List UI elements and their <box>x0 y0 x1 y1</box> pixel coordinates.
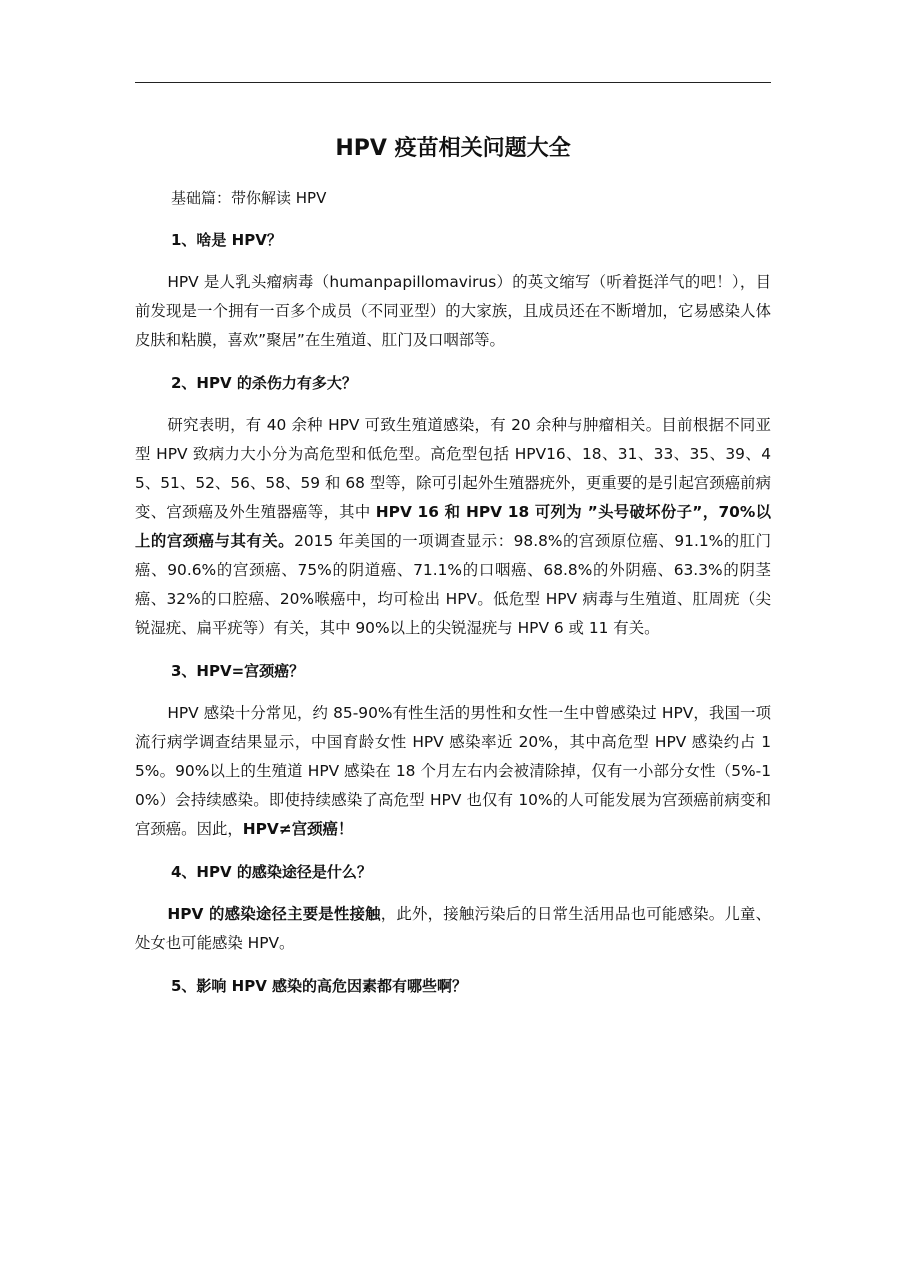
section-paragraph-1 <box>135 268 771 355</box>
paragraph-run-bold: HPV 的感染途径主要是性接触 <box>167 905 381 923</box>
document-title: HPV 疫苗相关问题大全 <box>335 136 571 161</box>
paragraph-run: ，此外，接触污染后的日常生活用品也可能感染。儿童、处女也可能感染 HPV。 <box>135 905 771 952</box>
paragraph-run: HPV 感染十分常见，约 85-90%有性生活的男性和女性一生中曾感染过 HPV，我国一项流行病学调查结果显示，中国育龄女性 HPV 感染率近 20%，其中高危型 HPV 感染约占 15%。90%以上的生殖道 HPV 感染在 18 个月左右内会被清除掉，仅有一小部分女性（5%-10%）会持续感染。即使持续感染了高危型 HPV 也仅有 10%的人可能发展为宫颈癌前病变和宫颈癌。因此， <box>135 704 771 838</box>
section-paragraph-4 <box>135 900 771 958</box>
paragraph-run: 研究表明，有 40 余种 HPV 可致生殖道感染，有 20 余种与肿瘤相关。目前根据不同亚型 HPV 致病力大小分为高危型和低危型。高危型包括 HPV16、18、31、33、35、39、45、51、52、56、58、59 和 68 型等，除可引起外生殖器疣外，更重要的是引起宫颈癌前病变、宫颈癌及外生殖器癌等，其中 <box>135 416 771 521</box>
section-paragraph-3 <box>135 699 771 844</box>
section-heading-4: 4、HPV 的感染途径是什么？ <box>171 863 372 881</box>
paragraph-run: 2015 年美国的一项调查显示：98.8%的宫颈原位癌、91.1%的肛门癌、90.6%的宫颈癌、75%的阴道癌、71.1%的口咽癌、68.8%的外阴癌、63.3%的阴茎癌、32%的口腔癌、20%喉癌中，均可检出 HPV。低危型 HPV 病毒与生殖道、肛周疣（尖锐湿疣、扁平疣等）有关，其中 90%以上的尖锐湿疣与 HPV 6 或 11 有关。 <box>135 532 771 637</box>
document-body <box>135 132 771 1014</box>
section-heading-1: 1、啥是 HPV？ <box>171 231 282 249</box>
paragraph-run: HPV 是人乳头瘤病毒（humanpapillomavirus）的英文缩写（听着挺洋气的吧！），目前发现是一个拥有一百多个成员（不同亚型）的大家族，且成员还在不断增加，它易感染人体皮肤和粘膜，喜欢”聚居”在生殖道、肛门及口咽部等。 <box>135 273 771 349</box>
section-heading-2: 2、HPV 的杀伤力有多大？ <box>171 374 357 392</box>
paragraph-run-bold: HPV 16 和 HPV 18 可列为 ”头号破坏份子”，70%以上的宫颈癌与其有关。 <box>135 503 771 550</box>
section-heading-5: 5、影响 HPV 感染的高危因素都有哪些啊？ <box>171 977 468 995</box>
intro-line: 基础篇：带你解读 HPV <box>171 189 327 207</box>
header-rule <box>135 82 771 83</box>
paragraph-run-bold: HPV≠宫颈癌！ <box>242 820 354 838</box>
section-heading-3: 3、HPV=宫颈癌？ <box>171 662 305 680</box>
section-paragraph-2 <box>135 411 771 643</box>
